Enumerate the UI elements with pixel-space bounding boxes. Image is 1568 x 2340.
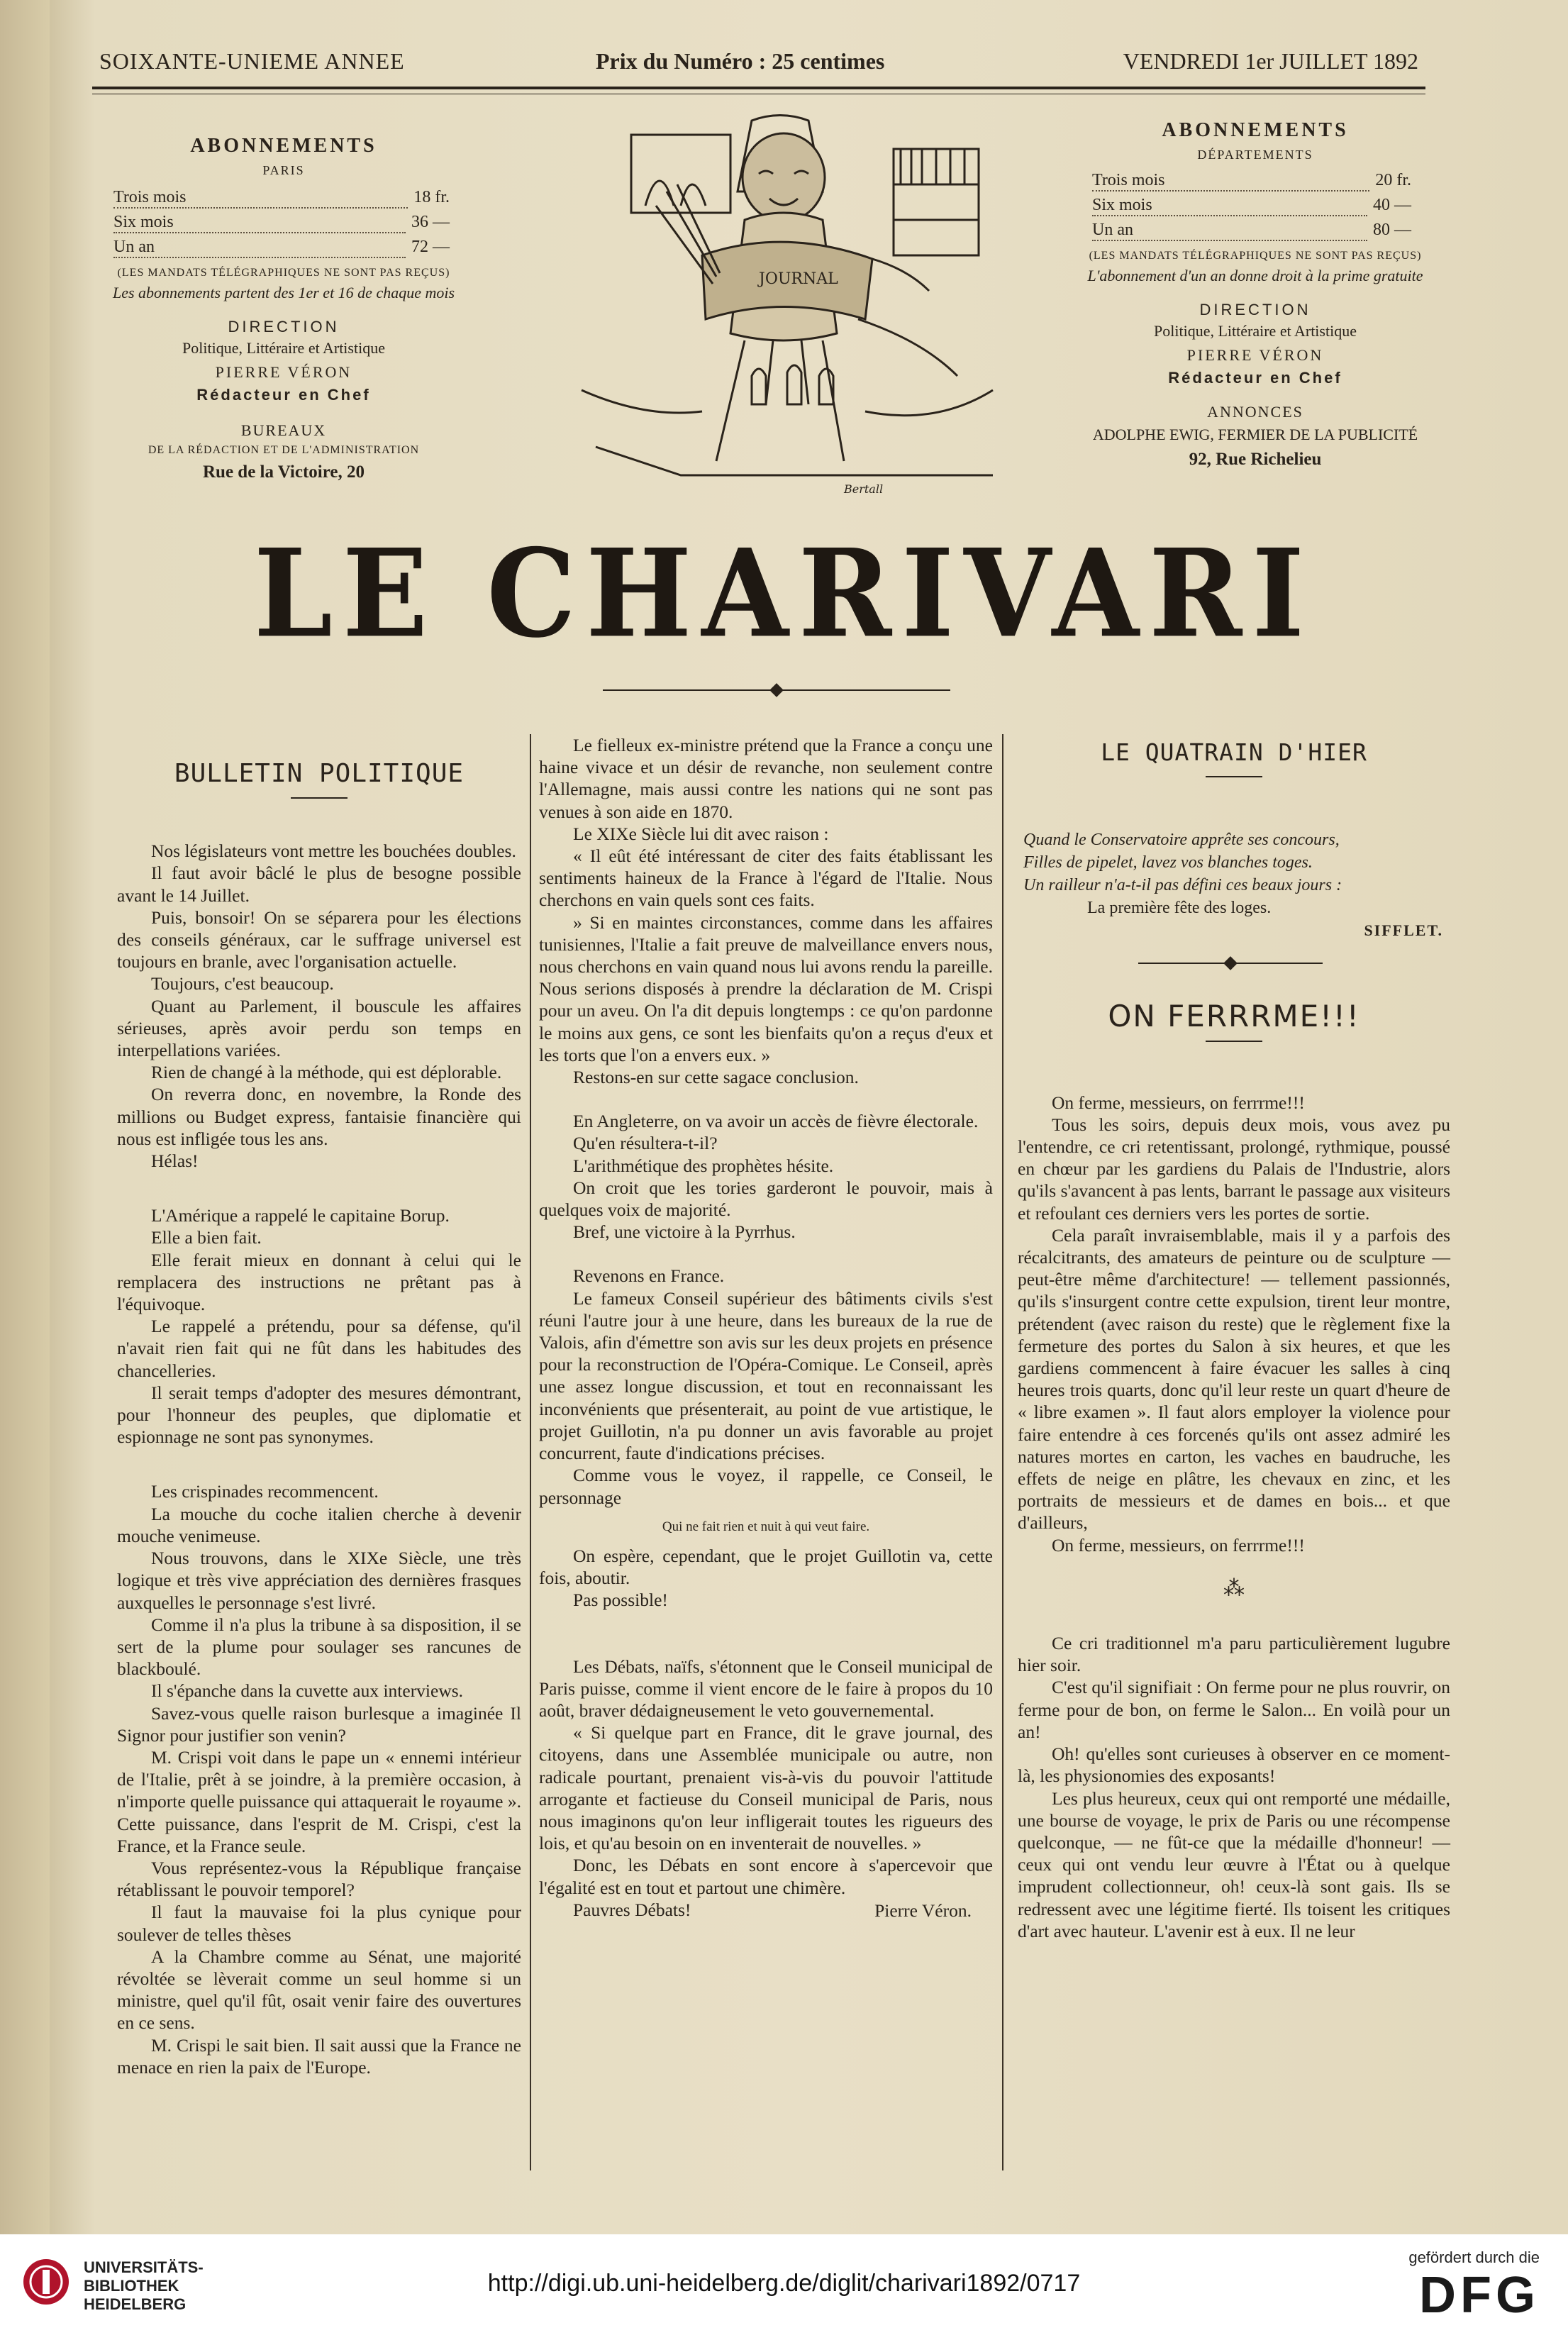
paragraph: Comme vous le voyez, il rappelle, ce Conseil, le personnage [539, 1465, 993, 1508]
paragraph: M. Crispi le sait bien. Il sait aussi que la France ne menace en rien la paix de l'Europe. [117, 2034, 521, 2078]
bulletin-heading: BULLETIN POLITIQUE [174, 759, 465, 788]
masthead-title: LE CHARIVARI [253, 523, 1315, 665]
col2-block [539, 1656, 993, 1921]
col3-ornament-diamond [1223, 957, 1238, 971]
right-editor-role: Rédacteur en Chef [1168, 369, 1342, 387]
bulletin-block [117, 1480, 521, 2078]
date-label: VENDREDI 1er JUILLET 1892 [1123, 48, 1418, 74]
paragraph: On croit que les tories garderont le pouvoir, mais à quelques voix de majorité. [539, 1177, 993, 1221]
paragraph: Bref, une victoire à la Pyrrhus. [573, 1221, 796, 1243]
paragraph: Elle a bien fait. [151, 1227, 262, 1248]
paragraph: Ce cri traditionnel m'a paru particulièrement lugubre hier soir. [1018, 1633, 1450, 1676]
left-direction: DIRECTION [228, 318, 340, 336]
price-label: Prix du Numéro : 25 centimes [596, 48, 885, 74]
paragraph: On ferme, messieurs, on ferrrme!!! [1052, 1092, 1305, 1113]
picture-figures [645, 181, 706, 206]
col2-block [539, 1110, 993, 1243]
paragraph: Pas possible! [573, 1590, 668, 1611]
right-direction-desc: Politique, Littéraire et Artistique [1154, 322, 1357, 340]
left-address: Rue de la Victoire, 20 [203, 462, 365, 482]
right-abonnements-title: ABONNEMENTS [1162, 119, 1349, 141]
right-region: DÉPARTEMENTS [1197, 148, 1313, 162]
right-rate-row: Trois mois 20 fr. [1092, 171, 1411, 196]
right-annonces: ANNONCES [1207, 403, 1303, 421]
left-editor-role: Rédacteur en Chef [196, 386, 371, 404]
paragraph: Qu'en résultera-t-il? [573, 1133, 718, 1154]
quatrain-line: Filles de pipelet, lavez vos blanches toges. [1023, 853, 1313, 872]
paragraph: Cela paraît invraisemblable, mais il y a parfois des récalcitrants, des amateurs de peinture ou de sculpture — peut-être même d'architecture! — tellement passionnés, qu'ils s'insurgent contre cette expulsion, tirent leur montre, prétendent (avec raison du reste) que le règlement fixe la fermeture des portes du Salon à six heures, et que les gardiens commencent à faire évacuer les salles à cinq heures trois quarts, donc qu'il leur reste un quart d'heure de « libre examen ». Il faut alors employer la violence pour faire entendre à ces forcenés qu'ils ont assez admiré les natures mortes en carton, les vaches en baudruche, les effets de neige en plâtre, les chevaux en zinc, et les portraits de messieurs et de dames en bois... et que d'ailleurs, [1018, 1224, 1450, 1534]
paragraph: Nous trouvons, dans le XIXe Siècle, une très logique et très vive appréciation des dernières frasques auxquelles le personnage s'est livré. [117, 1548, 521, 1613]
paragraph: Il faut avoir bâclé le plus de besogne possible avant le 14 Juillet. [117, 863, 521, 906]
right-rate-row: Six mois 40 — [1092, 196, 1411, 221]
left-bureaux-desc: DE LA RÉDACTION ET DE L'ADMINISTRATION [148, 444, 420, 456]
left-rate-row: Trois mois 18 fr. [113, 188, 450, 213]
paragraph: Nos législateurs vont mettre les bouchées doubles. [151, 841, 516, 862]
column-rule-2 [1002, 734, 1003, 2170]
col3-block [1018, 1632, 1450, 1942]
right-rates [1085, 171, 1425, 245]
left-rate-row: Six mois 36 — [113, 213, 450, 238]
left-editor: PIERRE VÉRON [215, 363, 352, 381]
quatrain-line: Quand le Conservatoire apprête ses concours, [1023, 831, 1340, 850]
paragraph: Le fameux Conseil supérieur des bâtiments civils s'est réuni l'autre jour à une heure, dans les bureaux de la rue de Valois, afin d'émettre son avis sur les deux projets en présence pour la reconstruction de l'Opéra-Comique. Le Conseil, après une assez longue discussion, et tout en reconnaissant les inconvénients que présenterait, au point de vue artistique, le projet Guillotin, n'a pu donner un avis favorable au projet concurrent, faute d'indications précises. [539, 1287, 993, 1464]
right-italic-note: L'abonnement d'un an donne droit à la prime gratuite [1087, 267, 1423, 284]
left-bureaux: BUREAUX [240, 421, 327, 439]
left-abonnements-title: ABONNEMENTS [190, 135, 377, 157]
column-two [539, 734, 993, 1922]
col2-block [539, 734, 993, 1088]
paragraph: L'arithmétique des prophètes hésite. [573, 1155, 834, 1176]
paragraph: C'est qu'il signifiait : On ferme pour ne plus rouvrir, on ferme pour de bon, on ferme le Salon... En voilà pour un an! [1018, 1677, 1450, 1742]
paragraph: Il s'épanche dans la cuvette aux interviews. [151, 1680, 464, 1702]
paragraph: Les plus heureux, ceux qui ont remporté une médaille, une bourse de voyage, le prix de Paris ou une récompense quelconque, — ne fût-ce que la médaille d'honneur! — ceux qui ont vendu leur œuvre à l'État ou à quelque imprudent collectionneur, oh! ceux-là sont gais. Ils se redressent avec une légitime fierté. Ils toisent les critiques d'art avec hauteur. L'avenir est à eux. Il ne leur [1018, 1787, 1450, 1941]
journal-banner: JOURNAL [759, 270, 838, 288]
bulletin-block [117, 840, 521, 1172]
quatrain-line: La première fête des loges. [1087, 899, 1272, 918]
col2-block [539, 1265, 993, 1508]
paragraph: Pauvres Débats! [573, 1899, 691, 1920]
paragraph: Revenons en France. [573, 1265, 725, 1287]
paragraph: Savez-vous quelle raison burlesque a imaginée Il Signor pour justifier son venin? [117, 1702, 521, 1746]
bulletin-block [117, 1204, 521, 1448]
dfg-logo: DFG [1419, 2267, 1540, 2324]
legs [716, 340, 844, 461]
quatrain-heading: LE QUATRAIN D'HIER [1101, 738, 1367, 766]
right-direction: DIRECTION [1199, 301, 1311, 318]
top-line [99, 48, 1418, 79]
column-rule-1 [530, 734, 531, 2170]
right-subscription-box [1085, 119, 1425, 470]
ferme-heading: ON FERRRME!!! [1108, 999, 1360, 1034]
paragraph: Le rappelé a prétendu, pour sa défense, qu'il n'avait rien fait qui ne fût dans les habitudes des chancelleries. [117, 1316, 521, 1381]
scroll-tail [858, 259, 957, 376]
paragraph: En Angleterre, on va avoir un accès de fièvre électorale. [573, 1111, 979, 1132]
col2-quote: Qui ne fait rien et nuit à qui veut faire. [662, 1519, 870, 1534]
paragraph: Quant au Parlement, il bouscule les affaires sérieuses, après avoir perdu son temps en interpellations variées. [117, 995, 521, 1061]
paragraph: « Si quelque part en France, dit le grave journal, des citoyens, dans une Assemblée municipale ou autre, non radicale pourtant, prenaient vis-à-vis du pouvoir l'attitude arrogante et factieuse du Conseil municipal de Paris, nous nous imaginons qu'on leur infligerait toutes les rigueurs des lois, et qu'au besoin on en inventerait de nouvelles. » [539, 1722, 993, 1854]
digitization-footer [0, 2234, 1568, 2340]
paragraph: A la Chambre comme au Sénat, une majorité révoltée se lèverait comme un seul homme si un ministre, quel qu'il fût, osait venir faire des ouvertures en ce sens. [117, 1946, 521, 2034]
ground-line [596, 447, 993, 475]
small-figures [752, 365, 833, 404]
bulletin-paragraphs [117, 840, 521, 2078]
col2-signature: Pierre Véron. [874, 1900, 972, 1921]
right-note: (LES MANDATS TÉLÉGRAPHIQUES NE SONT PAS REÇUS) [1089, 250, 1422, 262]
left-rate-row: Un an 72 — [113, 238, 450, 262]
col3-ornament [1018, 941, 1450, 984]
paragraph: « Il eût été intéressant de citer des faits établissant les sentiments haineux de la France à l'égard de l'Italie. Nous cherchons en vain quels sont ces faits. [539, 845, 993, 911]
masthead-illustration [539, 106, 1028, 511]
left-subscription-box [106, 135, 461, 482]
paragraph: L'Amérique a rappelé le capitaine Borup. [151, 1205, 450, 1226]
paragraph: » Si en maintes circonstances, comme dans les affaires tunisiennes, l'Italie a fait preuve de malveillance envers nous, nous cherchons en vain quand nous lui avons rendu la pareille. Nous serions disposés à prendre la déclaration de M. Crispi pour un aveu. On l'a dit depuis longtemps : ce qu'on pardonne le moins aux gens, ce sont les bienfaits qu'on a reçus d'eux et les torts que l'on a envers eux. » [539, 911, 993, 1065]
right-editor: PIERRE VÉRON [1186, 346, 1324, 364]
paragraph: Il serait temps d'adopter des mesures démontrant, pour l'honneur des peuples, que diplomatie et espionnage ne sont pas synonymes. [117, 1382, 521, 1448]
dfg-credit [1408, 2248, 1540, 2324]
paragraph: Les crispinades recommencent. [151, 1481, 379, 1502]
funded-by-label: gefördert durch die [1408, 2248, 1540, 2266]
paragraph: Puis, bonsoir! On se séparera pour les élections des conseils généraux, car le suffrage universel est toujours en branle, avec l'organisation actuelle. [117, 906, 521, 972]
paragraph: Rien de changé à la méthode, qui est déplorable. [151, 1062, 502, 1083]
paragraph: Donc, les Débats en sont encore à s'apercevoir que l'égalité est en tout et partout une chimère. [539, 1855, 993, 1898]
column-bulletin-politique [117, 759, 521, 2078]
paragraph: On reverra donc, en novembre, la Ronde des millions ou Budget express, fantaisie financière qui nous est infligée tous les ans. [117, 1084, 521, 1149]
library-line: HEIDELBERG [84, 2295, 187, 2313]
paragraph: Le XIXe Siècle lui dit avec raison : [573, 823, 829, 844]
binding-gutter [0, 0, 50, 2234]
top-rule [92, 87, 1425, 89]
quatrain-signature: SIFFLET. [1364, 921, 1443, 940]
asterism: ⁂ [1223, 1576, 1245, 1600]
left-rates [106, 188, 461, 262]
paragraph: On ferme, messieurs, on ferrrme!!! [1052, 1534, 1305, 1556]
quatrain-verse [1018, 828, 1450, 919]
right-annonces-desc: ADOLPHE EWIG, FERMIER DE LA PUBLICITÉ [1092, 426, 1418, 443]
paragraph: Les Débats, naïfs, s'étonnent que le Conseil municipal de Paris puisse, comme il vient encore de le faire à propos du 10 août, braver dédaigneusement le veto gouvernemental. [539, 1656, 993, 1721]
paragraph: Toujours, c'est beaucoup. [151, 973, 334, 994]
paragraph: Elle ferait mieux en donnant à celui qui le remplacera des instructions ne prêtant pas à l'équivoque. [117, 1249, 521, 1315]
paragraph: La mouche du coche italien cherche à devenir mouche venimeuse. [117, 1503, 521, 1546]
source-url[interactable]: http://digi.ub.uni-heidelberg.de/diglit/charivari1892/0717 [487, 2270, 1081, 2297]
caricature-head [743, 133, 825, 221]
left-italic-note: Les abonnements partent des 1er et 16 de chaque mois [112, 284, 455, 301]
paragraph: Restons-en sur cette sagace conclusion. [573, 1067, 859, 1088]
left-direction-desc: Politique, Littéraire et Artistique [182, 339, 385, 357]
library-line: BIBLIOTHEK [84, 2277, 179, 2295]
column-three [1018, 738, 1450, 1942]
paragraph: Tous les soirs, depuis deux mois, vous avez pu l'entendre, ce cri retentissant, prolongé, rythmique, poussé en chœur par les gardiens du Palais de l'Industrie, alors qu'ils s'avancent à pas lents, barrant le passage aux visiteurs et refoulant ces derniers vers les portes de sortie. [1018, 1114, 1450, 1224]
artist-signature: Bertall [844, 482, 884, 496]
paragraph: Le fielleux ex-ministre prétend que la France a conçu une haine vivace et un désir de revanche, non seulement contre l'Allemagne, mais aussi contre les nations qui ne sont pas venues à son aide en 1870. [539, 735, 993, 822]
paragraph: Vous représentez-vous la République française rétablissant le pouvoir temporel? [117, 1857, 521, 1901]
col3-block [1018, 1092, 1450, 1556]
paragraph: Oh! qu'elles sont curieuses à observer en ce moment-là, les physionomies des exposants! [1018, 1743, 1450, 1787]
right-rate-row: Un an 80 — [1092, 221, 1411, 245]
left-region: PARIS [262, 163, 305, 177]
paragraph: Il faut la mauvaise foi la plus cynique pour soulever de telles thèses [117, 1902, 521, 1945]
paragraph: Comme il n'a plus la tribune à sa disposition, il se sert de la plume pour soulager ses rancunes de blackboulé. [117, 1614, 521, 1680]
quatrain-line: Un railleur n'a-t-il pas défini ces beaux jours : [1023, 876, 1342, 895]
col2-block [539, 1545, 993, 1612]
library-line: UNIVERSITÄTS- [84, 2258, 204, 2276]
paragraph: Hélas! [151, 1150, 199, 1172]
right-address: 92, Rue Richelieu [1189, 450, 1322, 469]
left-note: (LES MANDATS TÉLÉGRAPHIQUES NE SONT PAS REÇUS) [117, 267, 450, 279]
paragraph: On espère, cependant, que le projet Guillotin va, cette fois, aboutir. [539, 1545, 993, 1589]
paragraph: M. Crispi voit dans le pape un « ennemi intérieur de l'Italie, prêt à se joindre, à la première occasion, à n'importe quelle puissance qui attaquerait le royaume ». Cette puissance, dans l'esprit de M. Crispi, c'est la France, et la France seule. [117, 1746, 521, 1856]
year-label: SOIXANTE-UNIEME ANNEE [99, 48, 405, 74]
